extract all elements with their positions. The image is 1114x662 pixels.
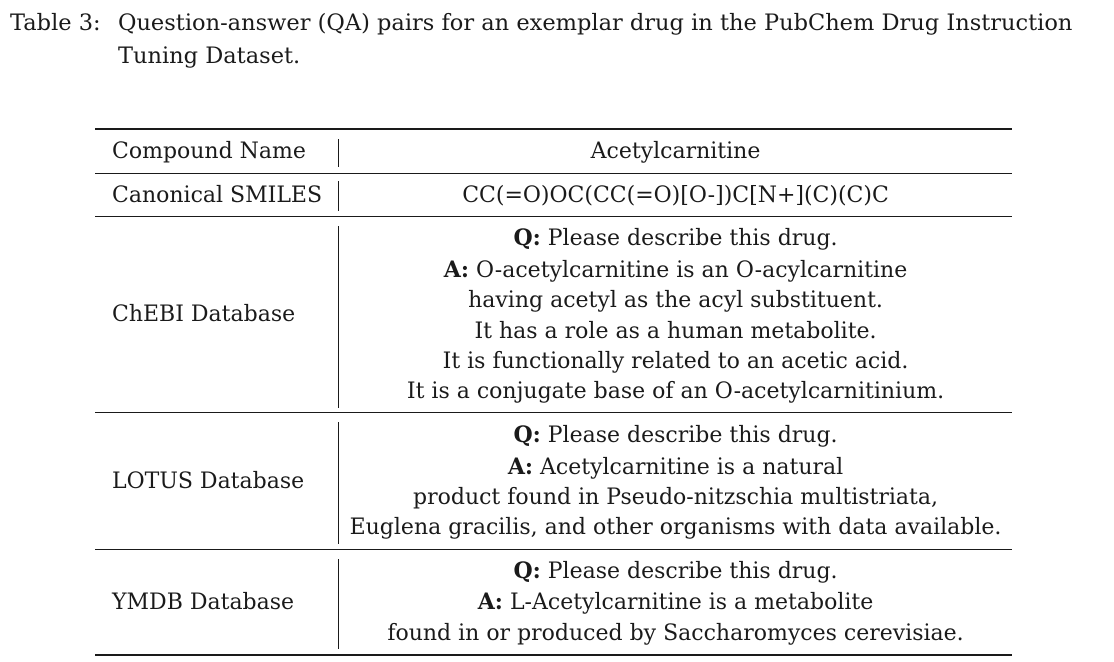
answer-line: It is a conjugate base of an O-acetylcarnitinium. [406, 379, 945, 405]
question-text: Please describe this drug. [547, 558, 838, 584]
answer-line: Euglena gracilis, and other organisms with data available. [349, 515, 1002, 541]
row-value-smiles: CC(=O)OC(CC(=O)[O-])C[N+](C)(C)C [462, 182, 889, 208]
question-text: Please describe this drug. [547, 226, 838, 252]
question-line [513, 223, 837, 254]
question-line [513, 420, 837, 451]
row-label-compound-name: Compound Name [112, 139, 306, 164]
table-caption [10, 7, 1110, 73]
answer-line: having acetyl as the acyl substituent. [468, 288, 883, 314]
question-line [513, 556, 837, 587]
bottom-rule [95, 654, 1012, 656]
caption-text: Question-answer (QA) pairs for an exemplar drug in the PubChem Drug Instruction Tuning Dataset. [118, 10, 1073, 69]
answer-line [444, 255, 907, 286]
answer-line: It has a role as a human metabolite. [474, 318, 877, 344]
row-label-smiles: Canonical SMILES [112, 182, 323, 208]
answer-label: A: [443, 256, 469, 283]
answer-line: product found in Pseudo-nitzschia multistriata, [413, 485, 938, 510]
row-value-compound-name: Acetylcarnitine [590, 139, 761, 164]
row-label-lotus: LOTUS Database [112, 468, 305, 494]
row-label-chebi: ChEBI Database [112, 302, 296, 327]
answer-text: Acetylcarnitine is a natural [540, 454, 844, 480]
question-label: Q: [513, 557, 541, 584]
question-label: Q: [513, 422, 541, 449]
answer-line: found in or produced by Saccharomyces cerevisiae. [387, 620, 964, 646]
question-label: Q: [513, 225, 541, 252]
question-text: Please describe this drug. [547, 423, 838, 449]
row-qa-ymdb [339, 556, 1012, 649]
row-qa-lotus [339, 420, 1012, 544]
answer-line [508, 452, 843, 483]
answer-label: A: [477, 589, 503, 616]
row-label-ymdb: YMDB Database [112, 589, 295, 615]
caption-label: Table 3: [10, 10, 101, 36]
answer-text: L-Acetylcarnitine is a metabolite [509, 590, 874, 616]
row-qa-chebi [339, 223, 1012, 408]
answer-line [478, 587, 874, 618]
answer-text: O-acetylcarnitine is an O-acylcarnitine [475, 257, 908, 283]
answer-label: A: [507, 453, 534, 480]
answer-line: It is functionally related to an acetic acid. [442, 348, 909, 374]
